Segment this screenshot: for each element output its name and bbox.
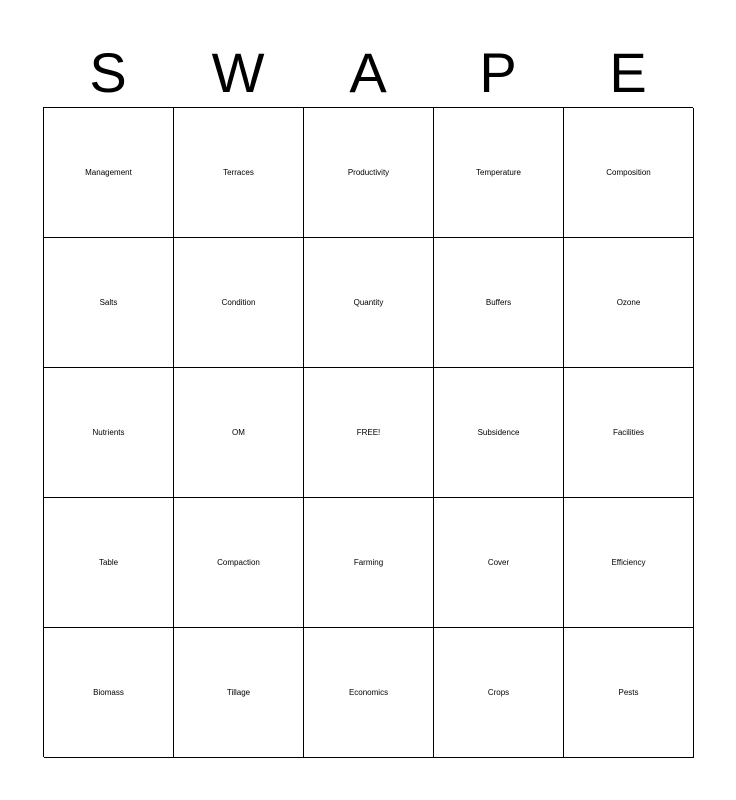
bingo-cell-r1-c1: Management (44, 108, 174, 238)
bingo-cell-r5-c5: Pests (564, 628, 694, 758)
bingo-cell-r4-c5: Efficiency (564, 498, 694, 628)
bingo-cell-r1-c5: Composition (564, 108, 694, 238)
bingo-cell-r5-c1: Biomass (44, 628, 174, 758)
header-letter-e: E (609, 41, 647, 104)
bingo-cell-r2-c4: Buffers (434, 238, 564, 368)
bingo-cell-r2-c3: Quantity (304, 238, 434, 368)
bingo-cell-r2-c2: Condition (174, 238, 304, 368)
bingo-cell-r3-c1: Nutrients (44, 368, 174, 498)
bingo-cell-r1-c2: Terraces (174, 108, 304, 238)
header-letter-w: W (211, 41, 265, 104)
bingo-cell-r1-c3: Productivity (304, 108, 434, 238)
bingo-cell-r2-c1: Salts (44, 238, 174, 368)
header-letter-a: A (349, 41, 387, 104)
bingo-cell-r5-c4: Crops (434, 628, 564, 758)
bingo-cell-r5-c3: Economics (304, 628, 434, 758)
bingo-cell-r5-c2: Tillage (174, 628, 304, 758)
bingo-cell-r3-c4: Subsidence (434, 368, 564, 498)
bingo-cell-r3-c2: OM (174, 368, 304, 498)
bingo-header (43, 40, 693, 106)
header-letter-s: S (89, 41, 127, 104)
bingo-cell-r3-c3: FREE! (304, 368, 434, 498)
bingo-board (43, 107, 693, 757)
bingo-cell-r4-c4: Cover (434, 498, 564, 628)
bingo-cell-r4-c3: Farming (304, 498, 434, 628)
header-letter-p: P (479, 41, 517, 104)
bingo-cell-r3-c5: Facilities (564, 368, 694, 498)
bingo-cell-r2-c5: Ozone (564, 238, 694, 368)
bingo-cell-r4-c1: Table (44, 498, 174, 628)
bingo-cell-r1-c4: Temperature (434, 108, 564, 238)
bingo-cell-r4-c2: Compaction (174, 498, 304, 628)
